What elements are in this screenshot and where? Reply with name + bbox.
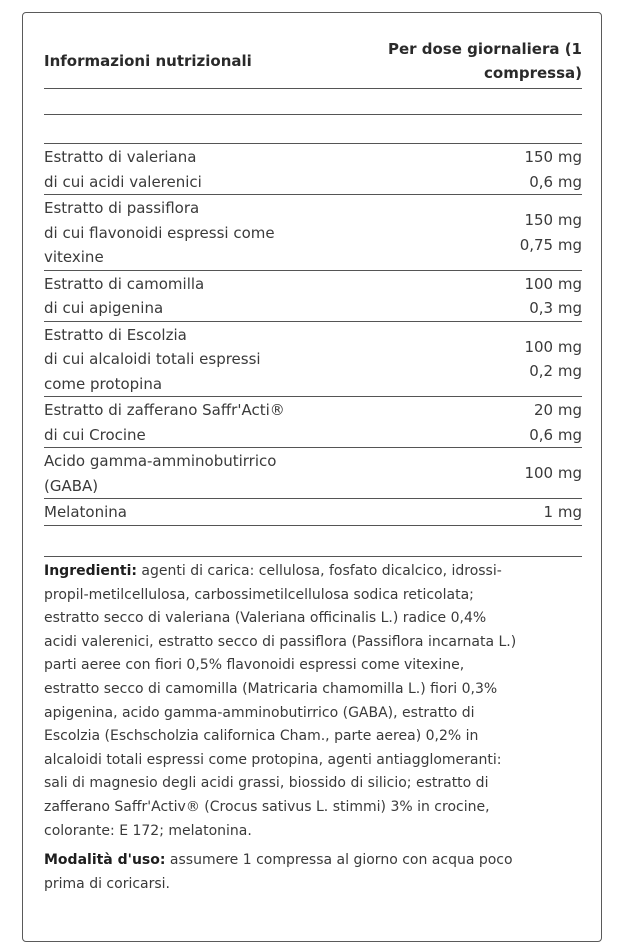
nutrient-name-line: Estratto di zafferano Saffr'Acti® [44, 401, 285, 419]
nutrient-name [44, 449, 344, 498]
nutrient-value [462, 461, 582, 486]
nutrient-value-line: 100 mg [524, 274, 582, 293]
nutrient-name-line: Estratto di valeriana [44, 148, 197, 166]
nutrient-name-line: di cui alcaloidi totali espressi [44, 350, 261, 368]
nutrient-value-line: 0,75 mg [519, 235, 582, 254]
ingredients-line: colorante: E 172; melatonina. [44, 822, 252, 839]
table-row [44, 322, 582, 398]
nutrient-name-line: di cui apigenina [44, 299, 164, 317]
nutrient-value [462, 335, 582, 384]
divider [44, 114, 582, 115]
nutrient-name [44, 500, 344, 525]
nutrient-name [44, 196, 344, 270]
nutrient-name [44, 145, 344, 194]
usage-line: prima di coricarsi. [44, 875, 170, 892]
nutrient-name-line: Estratto di Escolzia [44, 325, 187, 344]
ingredients-line: Escolzia (Eschscholzia californica Cham., parte aerea) 0,2% in [44, 728, 479, 745]
nutrient-value-line: 150 mg [524, 211, 582, 230]
nutrient-value [462, 145, 582, 194]
usage-paragraph [44, 849, 582, 896]
nutrient-name-line: di cui flavonoidi espressi come [44, 223, 275, 242]
nutrient-value-line: 20 mg [534, 401, 582, 419]
ingredients-line: alcaloidi totali espressi come protopina, agenti antiagglomeranti: [44, 751, 502, 768]
header-dose-line2: compressa) [484, 64, 582, 82]
table-row [44, 499, 582, 526]
ingredients-label: Ingredienti: [44, 563, 137, 579]
nutrient-name-line: Estratto di camomilla [44, 274, 205, 293]
header-dose-line1: Per dose giornaliera (1 [387, 40, 582, 58]
table-row [44, 195, 582, 271]
nutrient-value-line: 0,6 mg [529, 172, 582, 191]
ingredients-line: agenti di carica: cellulosa, fosfato dicalcico, idrossi- [136, 563, 502, 579]
header-title: Informazioni nutrizionali [44, 52, 252, 70]
nutrient-name [44, 272, 344, 321]
table-header [44, 36, 582, 89]
ingredients-line: estratto secco di valeriana (Valeriana officinalis L.) radice 0,4% [44, 610, 487, 627]
header-dose [362, 37, 582, 85]
table-row [44, 448, 582, 499]
nutrient-value-line: 100 mg [524, 464, 582, 483]
nutrient-value-line: 0,2 mg [529, 362, 582, 381]
ingredients-paragraph [44, 560, 582, 843]
nutrient-value [462, 398, 582, 447]
nutrient-value-line: 100 mg [524, 337, 582, 356]
nutrient-value [462, 272, 582, 321]
nutrient-name-line: Estratto di passiflora [44, 199, 200, 217]
nutrient-name-line: Acido gamma-amminobutirrico [44, 452, 277, 470]
usage-label: Modalità d'uso: [44, 852, 166, 869]
ingredients-line: acidi valerenici, estratto secco di passiflora (Passiflora incarnata L.) [44, 633, 517, 650]
nutrient-value-line: 150 mg [524, 148, 582, 166]
nutrient-name-line: Melatonina [44, 503, 127, 521]
usage-line: assumere 1 compressa al giorno con acqua poco [165, 852, 513, 869]
nutrient-value [462, 500, 582, 525]
nutrition-table [44, 143, 582, 526]
ingredients-line: zafferano Saffr'Activ® (Crocus sativus L. stimmi) 3% in crocine, [44, 798, 490, 815]
nutrient-name-line: vitexine [44, 248, 104, 266]
nutrient-name-line: come protopina [44, 374, 163, 393]
nutrient-value-line: 0,6 mg [529, 425, 582, 444]
nutrient-name-line: di cui Crocine [44, 425, 146, 444]
nutrient-value-line: 1 mg [543, 503, 582, 521]
ingredients-line: estratto secco di camomilla (Matricaria chamomilla L.) fiori 0,3% [44, 680, 498, 697]
nutrient-name-line: di cui acidi valerenici [44, 172, 202, 191]
nutrient-value [462, 208, 582, 257]
ingredients-line: propil-metilcellulosa, carbossimetilcellulosa sodica reticolata; [44, 586, 474, 603]
text-section [44, 560, 582, 896]
nutrient-name [44, 323, 344, 397]
ingredients-line: parti aeree con fiori 0,5% flavonoidi espressi come vitexine, [44, 657, 465, 674]
table-row [44, 271, 582, 322]
nutrient-name [44, 398, 344, 447]
divider [44, 556, 582, 557]
nutrient-value-line: 0,3 mg [529, 299, 582, 317]
table-row [44, 397, 582, 448]
nutrient-name-line: (GABA) [44, 476, 99, 495]
ingredients-line: apigenina, acido gamma-amminobutirrico (GABA), estratto di [44, 704, 475, 721]
table-row [44, 143, 582, 195]
ingredients-line: sali di magnesio degli acidi grassi, biossido di silicio; estratto di [44, 775, 489, 792]
